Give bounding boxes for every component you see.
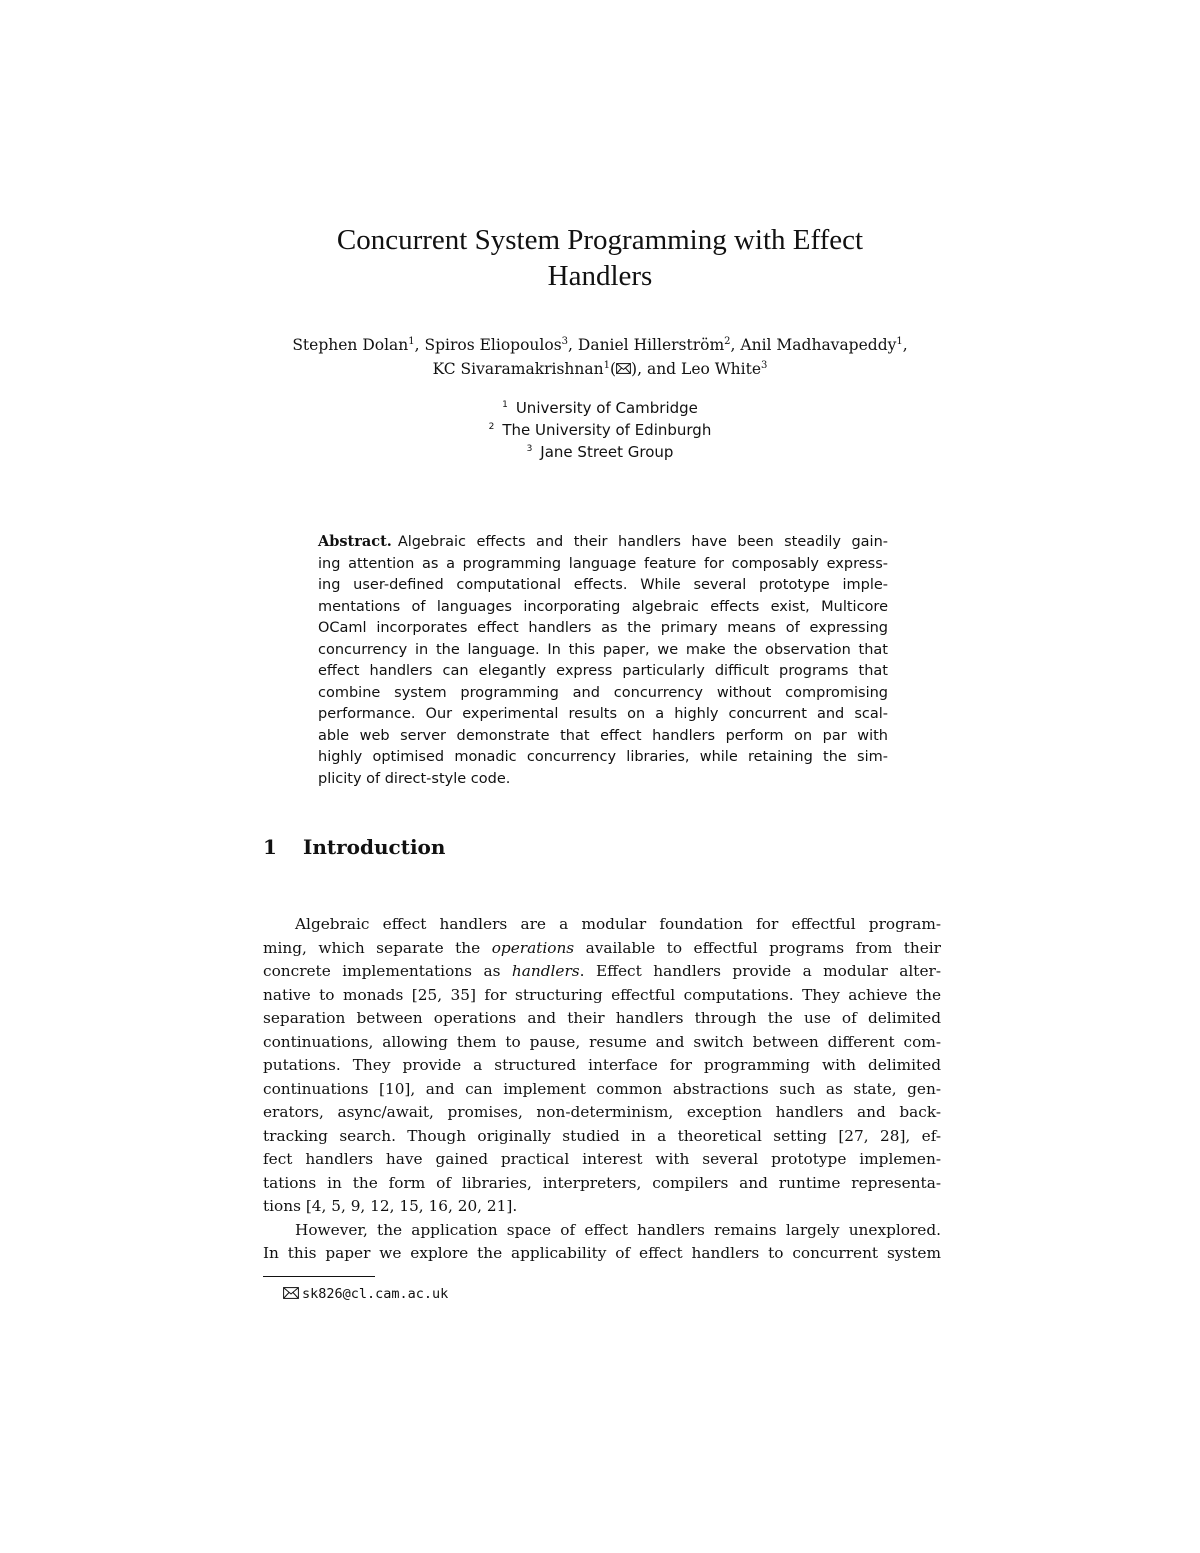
author-affil-marker: 3 [561,335,569,347]
affiliation-name: Jane Street Group [540,443,674,461]
abstract-line [318,531,888,554]
affiliation-name: The University of Edinburgh [502,421,712,439]
author-name: Daniel Hillerström [577,336,725,354]
author-affil-marker: 1 [603,359,610,371]
author-separator: , [568,336,578,354]
abstract [318,531,888,790]
body-line: continuations, allowing them to pause, resume and switch between different com- [263,1032,941,1051]
author-list [180,333,1020,381]
author-affil-marker: 1 [408,335,415,347]
envelope-icon [283,1285,299,1297]
footnote-email: sk826@cl.cam.ac.uk [302,1286,449,1302]
author-separator: , [414,336,425,354]
abstract-line: able web server demonstrate that effect handlers perform on par with [318,727,888,744]
section-title: Introduction [303,835,446,859]
abstract-line: highly optimised monadic concurrency libraries, while retaining the sim- [318,749,888,765]
title-line-2: Handlers [547,260,653,292]
author-name: Spiros Eliopoulos [424,336,562,354]
author-name: Anil Madhavapeddy [740,336,897,354]
abstract-line: OCaml incorporates effect handlers as the primary means of expressing [318,620,888,636]
abstract-text: Algebraic effects and their handlers have been steadily gain- [397,534,888,550]
affiliation-item [300,441,900,463]
abstract-label: Abstract. [318,533,392,550]
paper-title [200,222,1000,294]
body-line: erators, async/await, promises, non-determinism, exception handlers and back- [263,1103,941,1121]
author-name: Stephen Dolan [292,336,409,354]
body-line: separation between operations and their handlers through the use of delimited [263,1009,941,1027]
body-text-run: ming, which separate the [263,938,492,957]
body-line [263,960,941,984]
author-affil-marker: 1 [896,335,903,347]
affiliation-marker: 3 [526,444,533,454]
author-name: Leo White [681,360,762,378]
body-line [263,937,941,961]
footnote [283,1284,448,1304]
abstract-line: performance. Our experimental results on a highly concurrent and scal- [318,706,888,722]
author-separator: , and [637,360,682,378]
section-number: 1 [263,835,277,859]
abstract-line: concurrency in the language. In this paper, we make the observation that [318,641,888,658]
body-line: putations. They provide a structured interface for programming with delimited [263,1056,941,1074]
abstract-line: combine system programming and concurrency without compromising [318,684,888,701]
affiliation-marker: 1 [502,400,508,410]
author-name: KC Sivaramakrishnan [432,360,604,378]
author-paren: ) [631,360,638,378]
author-separator: , [902,336,908,354]
envelope-icon [616,357,631,368]
author-affil-marker: 2 [724,335,731,347]
body-text-run: . Effect handlers provide a modular alter- [579,962,941,980]
abstract-line: mentations of languages incorporating algebraic effects exist, Multicore [318,598,888,615]
affiliation-item [300,419,900,441]
body-emphasis: operations [491,938,575,957]
author-paren: ( [609,360,617,378]
affiliation-item [300,397,900,419]
body-line: However, the application space of effect handlers remains largely unexplored. [295,1220,941,1239]
body-text-run: available to effectful programs from their [574,938,941,957]
body-line: continuations [10], and can implement common abstractions such as state, gen- [263,1079,941,1098]
body-line: In this paper we explore the applicability of effect handlers to concurrent system [263,1244,941,1262]
author-affil-marker: 3 [761,359,768,371]
body-line: tations in the form of libraries, interpreters, compilers and runtime representa- [263,1173,941,1192]
footnote-rule [263,1276,375,1277]
abstract-line: ing user-defined computational effects. While several prototype imple- [318,577,888,593]
abstract-line: ing attention as a programming language feature for composably express- [318,555,888,572]
abstract-line: plicity of direct-style code. [318,770,511,787]
affiliation-marker: 2 [488,422,495,432]
body-line: tracking search. Though originally studied in a theoretical setting [27, 28], ef- [263,1126,941,1145]
body-line: native to monads [25, 35] for structuring effectful computations. They achieve the [263,985,941,1004]
body-line: fect handlers have gained practical interest with several prototype implemen- [263,1150,941,1168]
author-separator: , [730,336,741,354]
body-text-run: concrete implementations as [263,962,512,980]
affiliation-name: University of Cambridge [515,399,698,417]
abstract-line: effect handlers can elegantly express particularly difficult programs that [318,663,888,679]
body-text [263,913,941,1266]
section-heading [263,833,445,861]
body-emphasis: handlers [511,962,580,980]
body-line: Algebraic effect handlers are a modular foundation for effectful program- [295,915,941,933]
body-line: tions [4, 5, 9, 12, 15, 16, 20, 21]. [263,1197,518,1215]
affiliation-list [300,397,900,463]
title-line-1: Concurrent System Programming with Effect [336,224,864,256]
